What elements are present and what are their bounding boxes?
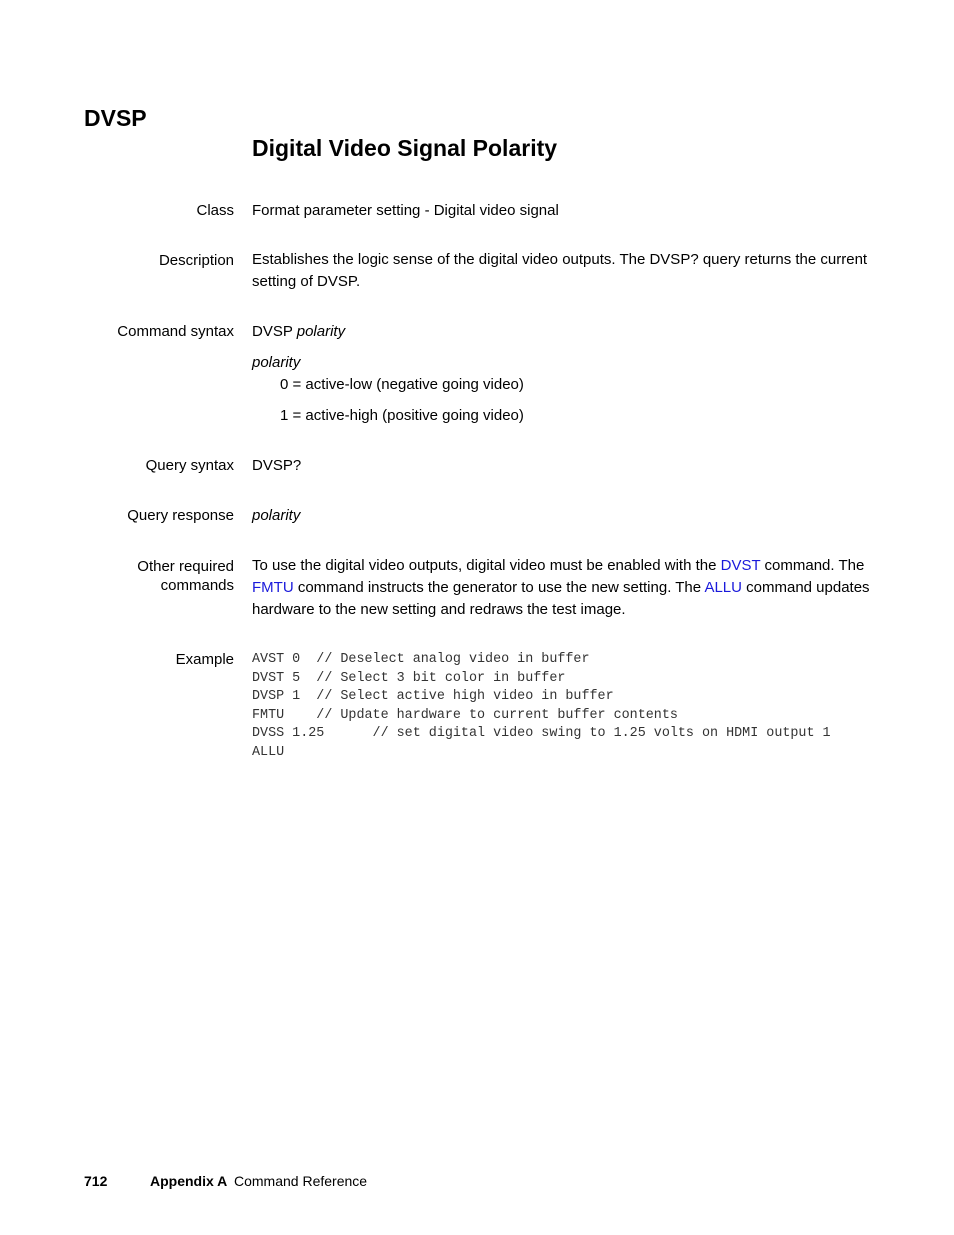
other-required-text bbox=[252, 555, 872, 621]
command-syntax-line bbox=[252, 322, 872, 341]
param-heading: polarity bbox=[252, 354, 301, 371]
other-required-text-part: command updates hardware to the new setting and redraws the test image. bbox=[252, 579, 870, 618]
footer-section: Command Reference bbox=[234, 1173, 368, 1189]
param-option: 0 = active-low (negative going video) bbox=[280, 376, 524, 393]
description-label: Description bbox=[158, 252, 234, 269]
command-name: DVSP bbox=[84, 105, 147, 131]
example-code: AVST 0 // Deselect analog video in buffer DVST 5 // Select 3 bit color in buffer DVSP 1 // Select active high video in buffer FMTU // Update hardware to current buffer contents DVSS 1.25 // set digital video swing to 1.25 volts on HDMI output 1 ALLU bbox=[252, 652, 831, 760]
query-syntax-value: DVSP? bbox=[252, 457, 302, 474]
command-syntax-label: Command syntax bbox=[117, 323, 234, 340]
query-response-value: polarity bbox=[252, 507, 301, 524]
param-option: 1 = active-high (positive going video) bbox=[280, 407, 524, 424]
other-required-label bbox=[34, 557, 234, 595]
other-required-label-line2: commands bbox=[160, 577, 234, 594]
query-response-label: Query response bbox=[127, 507, 234, 524]
fmtu-link[interactable]: FMTU bbox=[252, 579, 294, 596]
allu-link[interactable]: ALLU bbox=[704, 579, 742, 596]
other-required-text-part: command instructs the generator to use the new setting. The bbox=[293, 579, 705, 596]
other-required-text-part: To use the digital video outputs, digital video must be enabled with the bbox=[252, 557, 721, 574]
description-text: Establishes the logic sense of the digital video outputs. The DVSP? query returns the current setting of DVSP. bbox=[252, 251, 868, 290]
command-syntax-param: polarity bbox=[296, 323, 346, 340]
class-value: Format parameter setting - Digital video signal bbox=[252, 202, 559, 219]
footer-appendix: Appendix A bbox=[150, 1173, 228, 1189]
other-required-label-line1: Other required bbox=[137, 558, 234, 575]
example-label: Example bbox=[175, 651, 234, 668]
page-number: 712 bbox=[84, 1173, 108, 1189]
command-syntax-command: DVSP bbox=[252, 323, 293, 340]
other-required-text-part: command. The bbox=[760, 557, 865, 574]
query-syntax-label: Query syntax bbox=[145, 457, 234, 474]
dvst-link[interactable]: DVST bbox=[720, 557, 761, 574]
page-title: Digital Video Signal Polarity bbox=[252, 135, 558, 161]
class-label: Class bbox=[196, 202, 234, 219]
